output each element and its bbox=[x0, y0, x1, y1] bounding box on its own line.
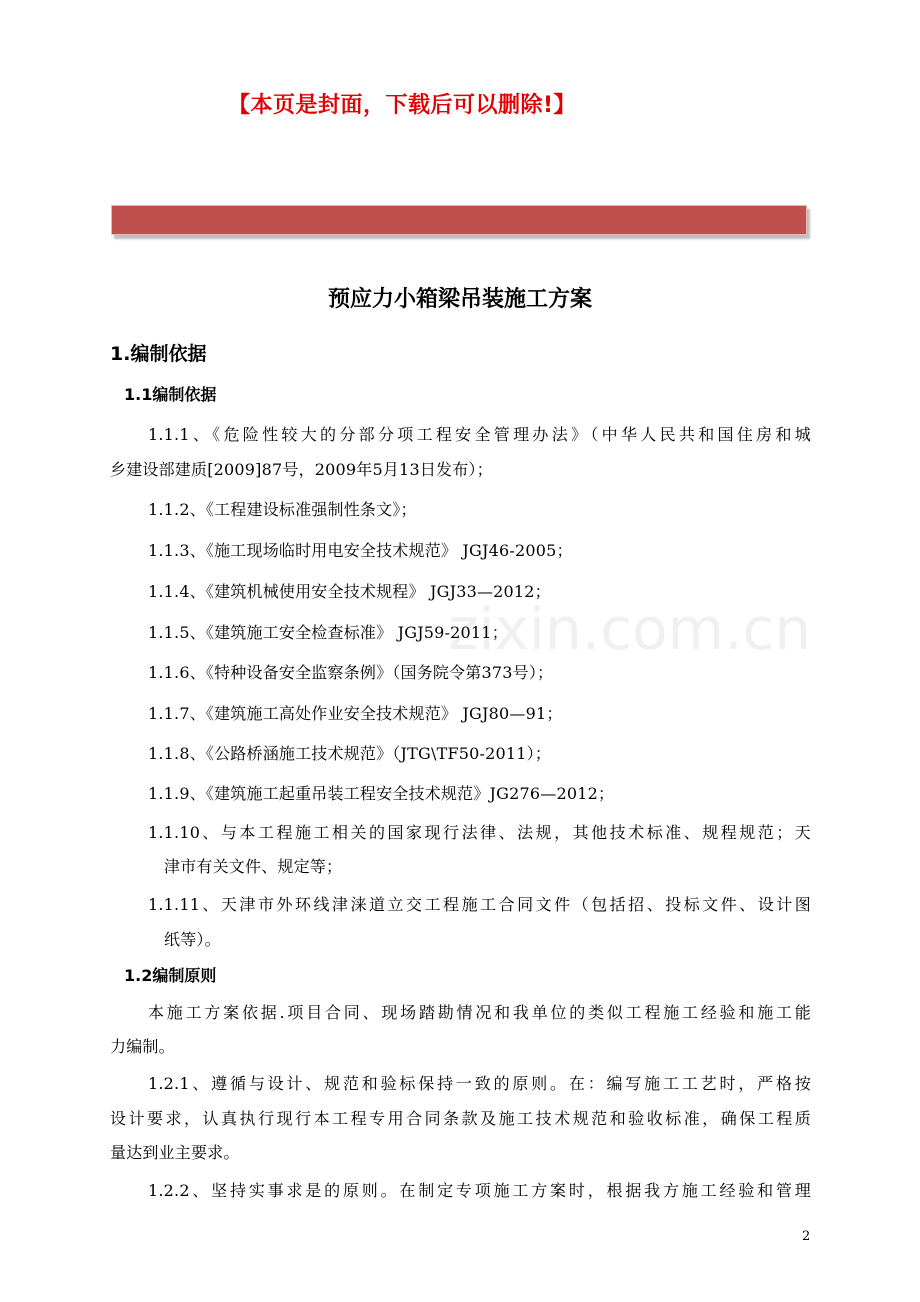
basis-item-1-1-1-cont: 乡建设部建质[2009]87号，2009年5月13日发布）； bbox=[110, 460, 493, 479]
basis-item-1-1-10: 1.1.10、与本工程施工相关的国家现行法律、法规，其他技术标准、规程规范；天 bbox=[148, 823, 811, 842]
subsection-heading-1-2: 1.2编制原则 bbox=[124, 966, 217, 985]
principle-1-2-1-cont-2: 量达到业主要求。 bbox=[110, 1143, 240, 1162]
site-watermark: zixin.com.cn bbox=[448, 595, 812, 663]
principle-1-2-2: 1.2.2、坚持实事求是的原则。在制定专项施工方案时，根据我方施工经验和管理 bbox=[148, 1181, 811, 1200]
section-heading-1: 1.编制依据 bbox=[110, 343, 207, 365]
cover-delete-notice: 【本页是封面，下载后可以删除!】 bbox=[228, 93, 577, 118]
basis-item-1-1-8: 1.1.8、《公路桥涵施工技术规范》（JTG\TF50-2011）； bbox=[148, 744, 552, 763]
basis-item-1-1-6: 1.1.6、《特种设备安全监察条例》（国务院令第373号）； bbox=[148, 663, 554, 682]
basis-item-1-1-4: 1.1.4、《建筑机械使用安全技术规程》 JGJ33—2012； bbox=[148, 582, 551, 601]
basis-item-1-1-11-cont: 纸等）。 bbox=[164, 930, 221, 949]
principle-intro-cont: 力编制。 bbox=[110, 1037, 175, 1056]
basis-item-1-1-9: 1.1.9、《建筑施工起重吊装工程安全技术规范》JG276—2012； bbox=[148, 784, 615, 803]
basis-item-1-1-2: 1.1.2、《工程建设标准强制性条文》； bbox=[148, 500, 417, 519]
basis-item-1-1-7: 1.1.7、《建筑施工高处作业安全技术规范》 JGJ80—91； bbox=[148, 704, 563, 723]
basis-item-1-1-1: 1.1.1、《危险性较大的分部分项工程安全管理办法》（中华人民共和国住房和城 bbox=[148, 425, 811, 444]
basis-item-1-1-5: 1.1.5、《建筑施工安全检查标准》 JGJ59-2011； bbox=[148, 623, 508, 642]
subsection-heading-1-1: 1.1编制依据 bbox=[124, 385, 217, 404]
decorative-banner-bar bbox=[111, 205, 807, 235]
principle-1-2-1-cont-1: 设计要求，认真执行现行本工程专用合同条款及施工技术规范和验收标准，确保工程质 bbox=[110, 1109, 811, 1128]
principle-1-2-1: 1.2.1、遵循与设计、规范和验标保持一致的原则。在：编写施工工艺时，严格按 bbox=[148, 1074, 811, 1093]
basis-item-1-1-10-cont: 津市有关文件、规定等； bbox=[164, 857, 343, 876]
basis-item-1-1-11: 1.1.11、天津市外环线津涞道立交工程施工合同文件（包括招、投标文件、设计图 bbox=[148, 895, 811, 914]
principle-intro: 本施工方案依据.项目合同、现场踏勘情况和我单位的类似工程施工经验和施工能 bbox=[148, 1003, 811, 1022]
page-number: 2 bbox=[802, 1229, 811, 1244]
basis-item-1-1-3: 1.1.3、《施工现场临时用电安全技术规范》 JGJ46-2005； bbox=[148, 541, 573, 560]
document-title: 预应力小箱梁吊装施工方案 bbox=[327, 287, 592, 312]
